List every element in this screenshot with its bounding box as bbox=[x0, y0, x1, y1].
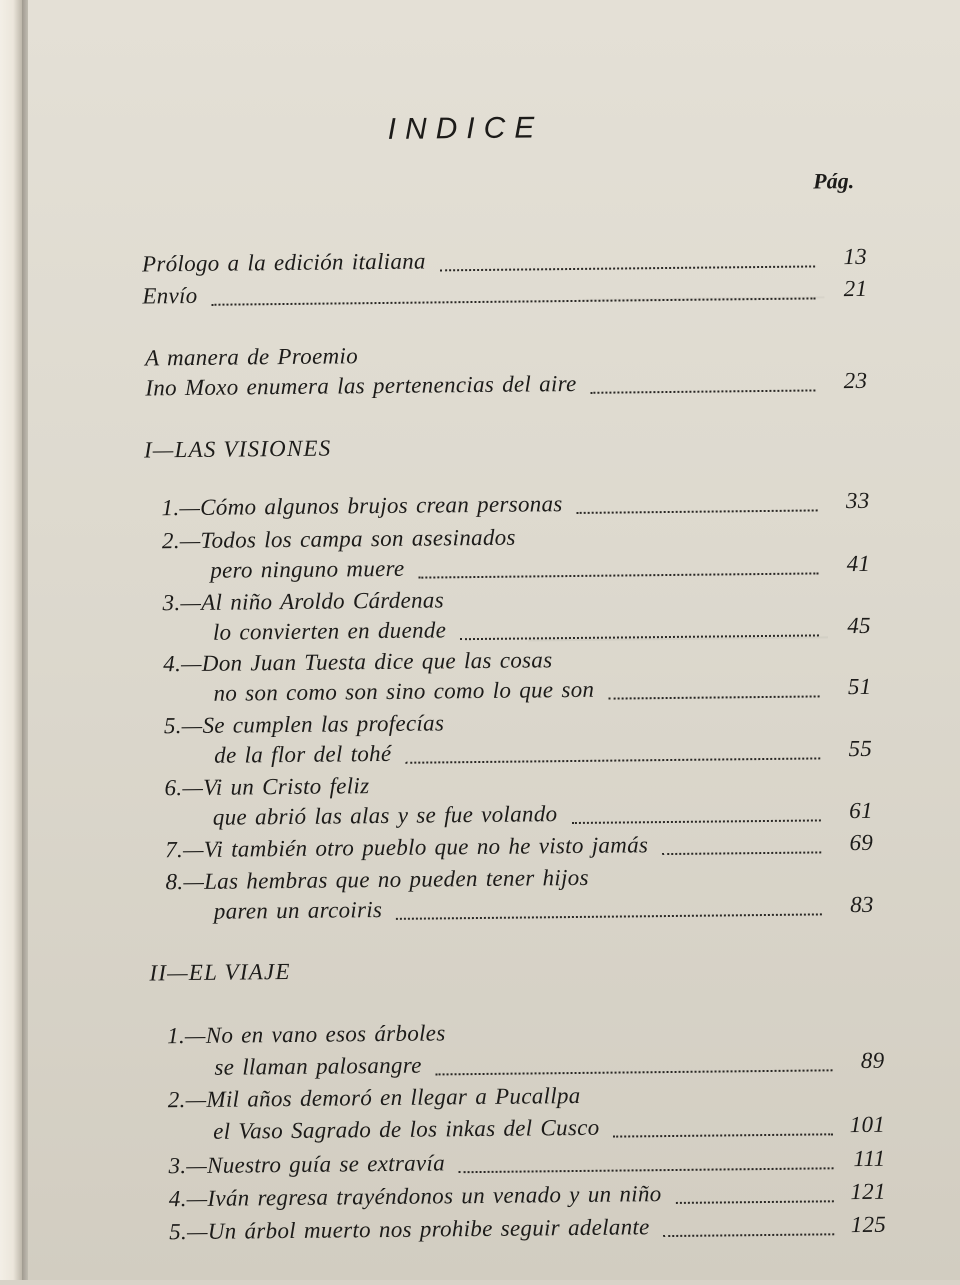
toc-page-number: 125 bbox=[850, 1211, 887, 1238]
toc-page-number: 111 bbox=[853, 1145, 886, 1172]
toc-entry-s1-5-line1 bbox=[164, 708, 445, 741]
entry-number: 2.— bbox=[161, 527, 201, 554]
toc-entry-s2-2 bbox=[213, 1110, 885, 1147]
entry-title: Cómo algunos brujos crean personas bbox=[200, 491, 563, 520]
dot-leader bbox=[664, 1232, 835, 1237]
toc-entry-label bbox=[161, 489, 562, 523]
toc-page-number: 69 bbox=[849, 829, 874, 856]
entry-title-continued: el Vaso Sagrado de los inkas del Cusco bbox=[212, 1114, 600, 1144]
toc-entry-s1-5 bbox=[214, 734, 872, 771]
proem-heading: A manera de Proemio bbox=[144, 343, 359, 371]
toc-entry-s1-6-line1 bbox=[164, 771, 369, 803]
dot-leader bbox=[577, 508, 818, 514]
entry-number: 7.— bbox=[165, 836, 204, 863]
book-spine-edge bbox=[0, 0, 22, 1280]
page-title: INDICE bbox=[387, 111, 544, 146]
entry-title: Todos los campa son asesinados bbox=[200, 524, 516, 553]
entry-title: Vi un Cristo feliz bbox=[203, 773, 370, 800]
toc-entry-s2-3 bbox=[168, 1144, 885, 1182]
toc-page-number: 83 bbox=[850, 891, 874, 918]
dot-leader bbox=[614, 1132, 834, 1137]
section-heading-viaje: II—EL VIAJE bbox=[149, 958, 291, 986]
toc-entry-prologo bbox=[142, 242, 867, 280]
toc-entry-s1-2-line1 bbox=[162, 523, 516, 557]
toc-entry-s2-4 bbox=[169, 1177, 886, 1215]
toc-entry-s1-6 bbox=[213, 796, 873, 833]
toc-entry-label: Ino Moxo enumera las pertenencias del aire bbox=[145, 370, 577, 401]
entry-number: 6.— bbox=[164, 774, 204, 801]
toc-entry-label bbox=[168, 1148, 445, 1181]
entry-number: 2.— bbox=[167, 1086, 207, 1113]
toc-page-number: 89 bbox=[860, 1047, 885, 1074]
dot-leader bbox=[405, 756, 820, 763]
toc-page-number: 55 bbox=[848, 735, 873, 762]
dot-leader bbox=[212, 296, 816, 305]
toc-page-number: 41 bbox=[846, 550, 871, 577]
toc-entry-s1-8-line1 bbox=[165, 863, 589, 897]
dot-leader bbox=[396, 912, 822, 919]
entry-title: Mil años demoró en llegar a Pucallpa bbox=[206, 1082, 581, 1112]
dot-leader bbox=[662, 850, 821, 855]
entry-title: Se cumplen las profecías bbox=[202, 710, 445, 738]
entry-title: Nuestro guía se extravía bbox=[206, 1150, 446, 1178]
entry-title: Al niño Aroldo Cárdenas bbox=[201, 587, 445, 615]
entry-number: 1.— bbox=[166, 1022, 206, 1049]
toc-page-number: 61 bbox=[849, 797, 873, 824]
entry-number: 4.— bbox=[168, 1185, 208, 1212]
entry-number: 3.— bbox=[162, 589, 202, 616]
toc-entry-s1-4 bbox=[213, 672, 871, 709]
entry-title: Las hembras que no pueden tener hijos bbox=[203, 864, 589, 894]
entry-number: 3.— bbox=[168, 1152, 208, 1179]
toc-entry-s2-1-line1 bbox=[167, 1018, 446, 1051]
page-column-header: Pág. bbox=[813, 168, 855, 194]
toc-page-number: 101 bbox=[849, 1111, 886, 1138]
dot-leader bbox=[608, 694, 819, 699]
toc-page-number: 21 bbox=[843, 275, 868, 302]
book-page bbox=[28, 0, 960, 1280]
toc-page-number: 33 bbox=[845, 487, 870, 514]
toc-entry-label: Prólogo a la edición italiana bbox=[141, 248, 426, 277]
entry-title: Don Juan Tuesta dice que las cosas bbox=[201, 647, 553, 676]
entry-title: Vi también otro pueblo que no he visto jamás bbox=[203, 832, 649, 862]
toc-entry-s2-2-line1 bbox=[168, 1081, 581, 1115]
toc-entry-s2-5 bbox=[169, 1210, 886, 1248]
entry-title: Iván regresa trayéndonos un venado y un niño bbox=[207, 1181, 662, 1211]
toc-entry-s1-3 bbox=[213, 611, 871, 648]
dot-leader bbox=[440, 264, 815, 271]
dot-leader bbox=[436, 1068, 833, 1075]
entry-title-continued: que abrió las alas y se fue volando bbox=[212, 801, 558, 830]
entry-title-continued: pero ninguno muere bbox=[210, 555, 405, 583]
dot-leader bbox=[419, 571, 819, 578]
dot-leader bbox=[459, 1166, 834, 1173]
section-heading-visiones: I—LAS VISIONES bbox=[143, 435, 332, 463]
dot-leader bbox=[591, 388, 816, 393]
entry-title-continued: no son como son sino como lo que son bbox=[213, 676, 595, 706]
toc-page-number: 23 bbox=[843, 367, 868, 394]
entry-title-continued: de la flor del tohé bbox=[214, 740, 392, 768]
toc-page-number: 45 bbox=[847, 612, 871, 639]
entry-number: 5.— bbox=[163, 712, 203, 739]
entry-title-continued: paren un arcoiris bbox=[213, 897, 383, 924]
entry-title: No en vano esos árboles bbox=[205, 1020, 446, 1048]
toc-entry-label bbox=[165, 830, 648, 865]
entry-title-continued: lo convierten en duende bbox=[212, 617, 447, 645]
toc-page-number: 13 bbox=[843, 243, 868, 270]
toc-entry-label bbox=[169, 1212, 650, 1247]
toc-entry-s1-1 bbox=[161, 486, 869, 523]
toc-entry-label: Envío bbox=[142, 282, 198, 309]
toc-page-number: 121 bbox=[850, 1178, 886, 1205]
entry-title: Un árbol muerto nos prohibe seguir adelante bbox=[207, 1214, 650, 1244]
toc-entry-label bbox=[169, 1179, 662, 1214]
toc-page-number: 51 bbox=[847, 673, 872, 700]
entry-number: 8.— bbox=[165, 868, 205, 895]
toc-entry-s1-3-line1 bbox=[162, 585, 444, 618]
toc-entry-s1-8 bbox=[214, 890, 874, 927]
toc-entry-s2-1 bbox=[214, 1046, 884, 1083]
dot-leader bbox=[676, 1199, 834, 1204]
toc-entry-s1-7 bbox=[165, 828, 873, 865]
entry-number: 4.— bbox=[163, 650, 202, 677]
entry-number: 5.— bbox=[169, 1218, 208, 1245]
dot-leader bbox=[571, 818, 820, 824]
entry-number: 1.— bbox=[161, 494, 201, 521]
table-of-contents bbox=[21, 0, 960, 1285]
toc-entry-proemio bbox=[145, 366, 867, 404]
dot-leader bbox=[460, 633, 819, 640]
toc-entry-envio bbox=[142, 274, 867, 312]
toc-entry-s1-4-line1 bbox=[163, 645, 552, 679]
toc-entry-s1-2 bbox=[210, 549, 870, 586]
entry-title-continued: se llaman palosangre bbox=[214, 1052, 422, 1080]
